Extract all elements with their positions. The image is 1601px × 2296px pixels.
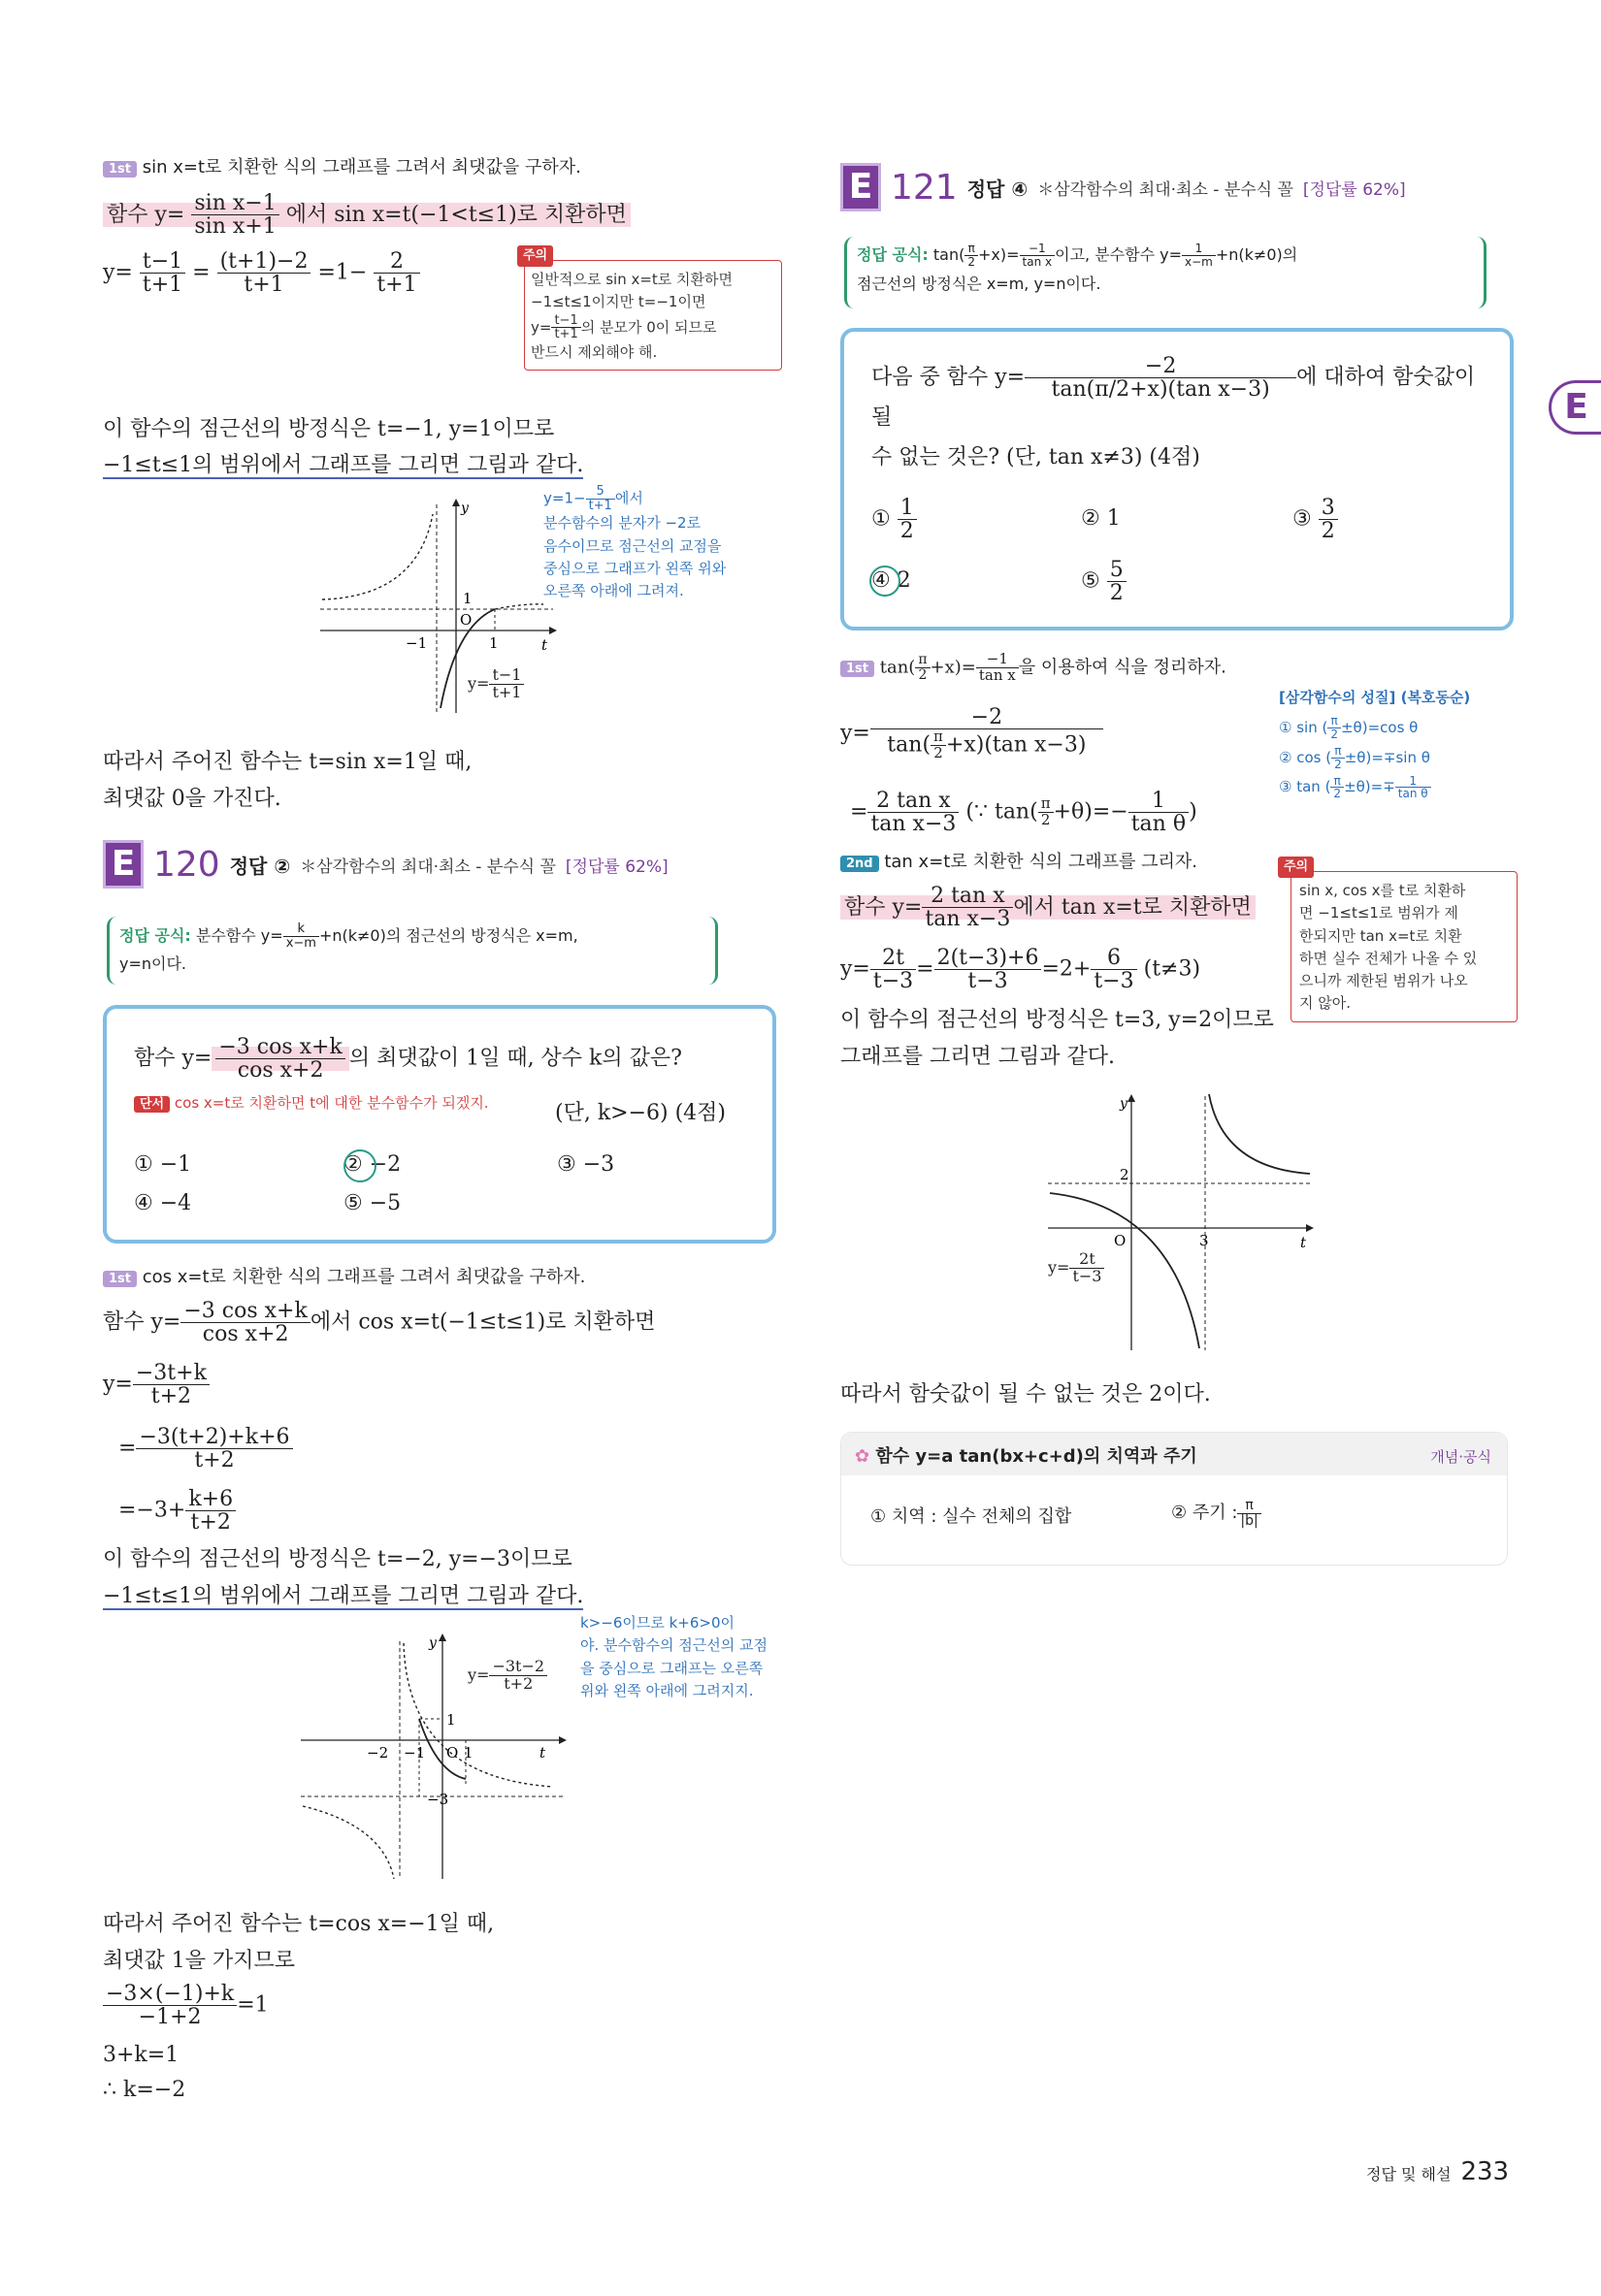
- note-line: 한되지만 tan x=t로 치환: [1299, 926, 1462, 945]
- equation-2-line-3: [118, 1488, 236, 1534]
- frac-num: −2: [870, 706, 1103, 729]
- frac-num: −3 cos x+k: [180, 1300, 310, 1323]
- axis-label-t: t: [1300, 1234, 1307, 1251]
- step-1st-tan: 1st tan( $\frac{\pi}{2}$ +x)= $\frac{-1}{\text{tan x}}$ 을 이용하여 식을 정리하자.: [840, 652, 1226, 684]
- note-text: y=: [531, 318, 552, 337]
- option-4[interactable]: ④ −4: [134, 1191, 192, 1215]
- tick-label: 1: [464, 1744, 474, 1762]
- hint-text: 분수함수 y=: [195, 926, 283, 945]
- frac-num: t−1: [489, 667, 524, 685]
- text: 함수 y=: [107, 202, 185, 227]
- concept-period: [1171, 1499, 1261, 1528]
- conclusion-2a: 따라서 주어진 함수는 t=cos x=−1일 때,: [103, 1912, 495, 1936]
- frac-den: t−3: [872, 969, 914, 994]
- frac-num: −3 cos x+k: [215, 1036, 344, 1059]
- property-text: ±θ)=∓: [1344, 778, 1395, 796]
- step-badge: 1st: [103, 1271, 137, 1287]
- conclusion-2c: [103, 1983, 269, 2028]
- text: +x)(tan x−3): [945, 732, 1087, 758]
- frac-num: −2: [1025, 355, 1296, 378]
- frac-num: −3(t+2)+k+6: [136, 1426, 292, 1449]
- text: y=: [1048, 1257, 1070, 1277]
- substitution-line-3: [840, 885, 1256, 930]
- frac-num: 6: [1091, 947, 1136, 970]
- question-120-hint: [134, 1092, 489, 1113]
- axis-label-t: t: [539, 1744, 546, 1762]
- origin-label: O: [446, 1744, 459, 1762]
- option-1[interactable]: ① −1: [134, 1152, 192, 1177]
- step-1st-cos: [103, 1263, 585, 1288]
- asymptote-text-3b: 그래프를 그리면 그림과 같다.: [840, 1045, 1115, 1069]
- asymptote-text-1: 이 함수의 점근선의 방정식은 t=−1, y=1이므로: [103, 417, 555, 441]
- accuracy-rate: [정답률 62%]: [565, 857, 669, 877]
- frac-num: −3t+k: [133, 1362, 210, 1385]
- equation-2-line-1: [103, 1362, 210, 1407]
- frac-den: −1+2: [138, 2005, 202, 2030]
- text: =−3+: [118, 1498, 186, 1523]
- frac-num: 5: [1107, 559, 1127, 582]
- topic-label: ＊삼각함수의 최대·최소 - 분수식 꼴: [1037, 179, 1293, 200]
- step-badge: 1st: [103, 161, 137, 178]
- conclusion-1a: 따라서 주어진 함수는 t=sin x=1일 때,: [103, 750, 473, 774]
- text: 함수 y=: [103, 1310, 181, 1335]
- frac-num: 5: [586, 485, 615, 500]
- frac-num: k+6: [185, 1488, 236, 1511]
- asymptote-text-2: 이 함수의 점근선의 방정식은 t=−2, y=−3이므로: [103, 1547, 572, 1571]
- frac-num: π: [1237, 1499, 1260, 1514]
- topic-label: ＊삼각함수의 최대·최소 - 분수식 꼴: [300, 857, 556, 877]
- text: (t≠3): [1143, 956, 1201, 982]
- step-1st-sin: [103, 153, 581, 178]
- frac-num: −1: [976, 652, 1019, 668]
- frac-num: 3: [1319, 497, 1338, 520]
- option-5[interactable]: ⑤ −5: [343, 1191, 402, 1215]
- text: ② 주기 :: [1171, 1503, 1238, 1524]
- frac-num: 1: [898, 497, 917, 520]
- caution-note-2: [1284, 859, 1518, 1022]
- text: 에 대하여 함숫값이 될: [871, 365, 1476, 431]
- problem-e-badge: E: [840, 163, 881, 211]
- side-line: 중심으로 그래프가 왼쪽 위와: [543, 559, 727, 577]
- text: =: [118, 1436, 137, 1461]
- hint-text: tan: [932, 245, 960, 264]
- concept-title: [855, 1442, 1197, 1468]
- page-number: 233: [1460, 2157, 1510, 2186]
- text: 에서 cos x=t(−1≤t≤1)로 치환하면: [310, 1310, 656, 1335]
- frac-den: 2: [1321, 519, 1335, 544]
- conclusion-2d: 3+k=1: [103, 2043, 180, 2067]
- accuracy-rate: [정답률 62%]: [1302, 179, 1406, 200]
- frac-num: (t+1)−2: [217, 250, 311, 274]
- flower-icon: ✿: [855, 1446, 870, 1467]
- text: y=: [468, 1665, 490, 1684]
- hint-label: 정답 공식:: [119, 926, 191, 945]
- frac-den: t+1: [244, 273, 284, 298]
- frac-den: |b|: [1240, 1512, 1258, 1529]
- option-label: ② −2: [343, 1152, 402, 1177]
- text: 함수 y=: [134, 1046, 212, 1071]
- concept-box: [840, 1432, 1508, 1566]
- equation-3: [840, 947, 1200, 992]
- origin-label: O: [1114, 1232, 1127, 1249]
- hint-tag: 단서: [134, 1096, 170, 1113]
- note-line: 으니까 제한된 범위가 나오: [1299, 972, 1468, 989]
- frac-num: 2t: [870, 947, 916, 970]
- question-condition: (단, k>−6) (4점): [555, 1101, 727, 1125]
- question-121-line-2: 수 없는 것은? (단, tan x≠3) (4점): [871, 445, 1200, 469]
- side-note-1: [543, 485, 767, 602]
- frac-num: 2 tan x: [922, 885, 1013, 908]
- text: tan: [879, 657, 909, 678]
- side-text: 에서: [614, 489, 643, 507]
- side-line: 위와 왼쪽 아래에 그려지지.: [580, 1681, 754, 1699]
- frac-den: t+2: [504, 1673, 534, 1693]
- text: y=: [103, 1372, 133, 1397]
- frac-den: t+2: [194, 1448, 235, 1473]
- note-line: 지 않아.: [1299, 994, 1352, 1013]
- side-line: k>−6이므로 k+6>0이: [580, 1614, 735, 1632]
- frac-num: 2t: [1069, 1251, 1104, 1269]
- conclusion-2b: 최댓값 1을 가지므로: [103, 1949, 295, 1973]
- graph-2-label: [468, 1659, 547, 1693]
- tick-label: −1: [404, 1744, 426, 1762]
- text: =: [916, 956, 934, 982]
- frac-num: 2(t−3)+6: [934, 947, 1042, 970]
- text: 함수 y=: [844, 894, 923, 920]
- frac-den: t+1: [492, 682, 522, 701]
- asymptote-text-3: 이 함수의 점근선의 방정식은 t=3, y=2이므로: [840, 1008, 1274, 1032]
- tick-label: 3: [1199, 1232, 1209, 1249]
- frac-num: 1: [1182, 243, 1216, 256]
- note-line: 면 −1≤t≤1로 범위가 제: [1299, 904, 1458, 922]
- problem-number: 121: [891, 167, 958, 208]
- equation-b: = $\frac{\text{2 tan x}}{\text{tan x−3}}$ (∵ tan( $\frac{\pi}{2}$ +θ)=− $\frac{1}{\text{tan θ}}$ ): [850, 789, 1197, 837]
- frac-den: tan x−3: [870, 812, 957, 837]
- equation-a: y= −2 tan( $\frac{\pi}{2}$ +x)(tan x−3): [840, 706, 1103, 761]
- graph-1: [310, 495, 563, 718]
- text: 다음 중 함수 y=: [871, 365, 1026, 390]
- property-text: ③ tan: [1279, 778, 1321, 796]
- frac-den: 2: [967, 255, 975, 269]
- option-label: ①: [871, 506, 891, 532]
- problem-120-header: [103, 840, 669, 889]
- graph-1-label: [468, 667, 524, 701]
- text: y=: [840, 721, 870, 746]
- side-line: 야. 분수함수의 점근선의 교점: [580, 1636, 768, 1655]
- frac-num: −3×(−1)+k: [103, 1983, 237, 2006]
- hint-text: 점근선의 방정식은 x=m, y=n이다.: [857, 274, 1101, 293]
- step-text: tan x=t로 치환한 식의 그래프를 그리자.: [884, 852, 1198, 872]
- text: +θ)=−: [1053, 799, 1128, 825]
- equation-1: [103, 250, 420, 296]
- footer-label: 정답 및 해설: [1366, 2165, 1452, 2183]
- frac-num: t−1: [551, 314, 580, 329]
- frac-den: t+2: [190, 1510, 231, 1536]
- caution-tag: 주의: [517, 245, 553, 267]
- axis-label-y: y: [1120, 1096, 1127, 1112]
- option-2[interactable]: ② 1: [1081, 506, 1121, 531]
- conclusion-2e: ∴ k=−2: [103, 2078, 186, 2102]
- hint-label: 정답 공식:: [857, 245, 929, 264]
- equation-2-line-2: [118, 1426, 293, 1471]
- tick-label: −3: [427, 1791, 449, 1808]
- frac-num: 1: [1128, 790, 1189, 813]
- frac-den: t+1: [588, 498, 612, 513]
- text: (∵ tan: [965, 799, 1030, 825]
- frac-den: cos x+2: [202, 1322, 289, 1347]
- frac-den: t−3: [1094, 969, 1134, 994]
- step-text: cos x=t로 치환한 식의 그래프를 그려서 최댓값을 구하자.: [142, 1267, 586, 1287]
- caution-tag: 주의: [1278, 857, 1314, 878]
- answer-circle-mark: [343, 1149, 376, 1182]
- side-note-2: [580, 1612, 774, 1702]
- substitution-line-2: [103, 1300, 655, 1345]
- side-line: 오른쪽 아래에 그려져.: [543, 582, 684, 600]
- frac-num: sin x−1: [191, 192, 278, 215]
- option-4[interactable]: ④ 2: [871, 568, 911, 593]
- frac-num: t−1: [140, 250, 185, 274]
- hint-text: +n(k≠0)의: [1215, 245, 1298, 264]
- note-line: sin x, cos x를 t로 치환하: [1299, 882, 1466, 899]
- frac-den: tan θ: [1130, 812, 1187, 837]
- concept-tag: 개념·공식: [1430, 1448, 1491, 1466]
- text: +x: [930, 657, 955, 678]
- page-footer: [1366, 2157, 1509, 2186]
- side-line: 분수함수의 분자가 −2로: [543, 514, 702, 533]
- option-3[interactable]: [1292, 497, 1338, 542]
- text: y=: [468, 673, 490, 693]
- hint-text: y=n이다.: [119, 954, 187, 973]
- text: tan: [887, 732, 923, 758]
- side-text: y=1−: [543, 489, 586, 507]
- hint-text: +n(k≠0)의 점근선의 방정식은 x=m,: [318, 926, 578, 945]
- caution-note-1: [523, 248, 782, 371]
- note-line: 일반적으로 sin x=t로 치환하면: [531, 271, 734, 288]
- text: =1: [237, 1992, 269, 2018]
- text: =: [850, 799, 868, 825]
- property-text: ② cos: [1279, 748, 1322, 766]
- frac-num: 1: [1395, 775, 1431, 789]
- trig-property-note: [삼각함수의 성질] (복호동순) ① sin ( $\frac{\pi}{2}$ ±θ)=cos θ ② cos ( $\frac{\pi}{2}$ ±θ)=∓sin θ ③ tan ( $\frac{\pi}{2}$ ±θ)=∓ $\frac{1}{\text{tan θ}}$: [1279, 683, 1502, 802]
- frac-den: tan(π/2+x)(tan x−3): [1051, 377, 1270, 403]
- tick-label: −1: [406, 634, 428, 652]
- text: 에서 tan x=t로 치환하면: [1013, 894, 1252, 920]
- property-text: ±θ)=cos θ: [1340, 718, 1419, 736]
- tick-label: 1: [446, 1711, 456, 1729]
- question-box-120: [103, 1005, 776, 1244]
- answer-label: 정답 ②: [229, 854, 291, 878]
- note-line: 하면 실수 전체가 나올 수 있: [1299, 949, 1478, 967]
- answer-circle-mark: [869, 566, 900, 597]
- frac-den: 2: [899, 519, 914, 544]
- hint-box-121: 정답 공식: tan( $\frac{\pi}{2}$ +x)= $\frac{-1}{\text{tan x}}$ 이고, 분수함수 y= $\frac{1}{x-m}$ +n(k≠0)의 점근선의 방정식은 x=m, y=n이다.: [844, 237, 1487, 308]
- frac-den: t+2: [150, 1384, 192, 1409]
- step-badge: 1st: [840, 661, 874, 677]
- axis-label-y: y: [461, 501, 469, 516]
- hint-text: cos x=t로 치환하면 t에 대한 분수함수가 되겠지.: [174, 1094, 489, 1112]
- frac-den: tan x: [978, 665, 1016, 684]
- frac-den: t−3: [1072, 1266, 1102, 1285]
- problem-e-badge: E: [103, 840, 144, 889]
- asymptote-text-1b: [103, 448, 583, 478]
- text: −1≤t≤1의 범위에서 그래프를 그리면 그림과 같다.: [103, 453, 584, 477]
- axis-label-t: t: [541, 636, 548, 654]
- option-1[interactable]: [871, 497, 917, 542]
- option-5[interactable]: [1081, 559, 1127, 604]
- side-line: 음수이므로 점근선의 교점을: [543, 536, 722, 555]
- frac-den: tan x: [1022, 255, 1053, 269]
- text: =: [961, 657, 976, 678]
- note-line: −1≤t≤1이지만 t=−1이면: [531, 293, 706, 311]
- tick-label: −2: [367, 1744, 389, 1762]
- text: ): [1189, 799, 1197, 825]
- property-text: ① sin: [1279, 718, 1318, 736]
- tick-label: 2: [1120, 1166, 1129, 1183]
- step-2nd-tan: [840, 848, 1197, 873]
- frac-den: t+1: [142, 273, 183, 298]
- text: =2+: [1041, 956, 1092, 982]
- frac-den: tan x−3: [925, 907, 1011, 932]
- frac-num: −3t−2: [489, 1659, 547, 1676]
- frac-den: t−3: [967, 969, 1008, 994]
- concept-range: ① 치역 : 실수 전체의 집합: [870, 1506, 1072, 1527]
- text: y=: [103, 260, 133, 285]
- text: 함수 y=a tan(bx+c+d)의 치역과 주기: [875, 1446, 1197, 1467]
- side-line: 을 중심으로 그래프는 오른쪽: [580, 1659, 764, 1677]
- note-text: 의 분모가 0이 되므로: [580, 318, 717, 337]
- graph-3: [1038, 1090, 1320, 1352]
- frac-den: t+1: [554, 327, 578, 342]
- frac-den: t+1: [376, 273, 417, 298]
- step-badge: 2nd: [840, 856, 879, 872]
- text: 을 이용하여 식을 정리하자.: [1018, 657, 1226, 678]
- hint-text: =: [1006, 245, 1020, 264]
- frac-num: 2 tan x: [867, 790, 959, 813]
- hint-box-120: [107, 917, 718, 985]
- option-label: ⑤: [1081, 568, 1100, 594]
- graph-3-label: [1048, 1251, 1104, 1285]
- axis-label-y: y: [429, 1635, 437, 1651]
- text: 에서 sin x=t(−1<t≤1)로 치환하면: [285, 202, 627, 227]
- step-text: sin x=t로 치환한 식의 그래프를 그려서 최댓값을 구하자.: [142, 157, 581, 178]
- property-text: ±θ)=∓sin θ: [1344, 748, 1430, 766]
- question-120-text: [134, 1036, 682, 1082]
- hint-text: +x: [978, 245, 1000, 264]
- frac-den: cos x+2: [237, 1058, 324, 1083]
- question-121-text: [871, 355, 1492, 431]
- asymptote-text-2b: [103, 1579, 583, 1609]
- text: −1≤t≤1의 범위에서 그래프를 그리면 그림과 같다.: [103, 1584, 584, 1608]
- frac-den: sin x+1: [194, 214, 277, 240]
- text: 의 최댓값이 1일 때, 상수 k의 값은?: [348, 1046, 682, 1071]
- frac-den: tan θ: [1397, 787, 1428, 801]
- conclusion-121: 따라서 함숫값이 될 수 없는 것은 2이다.: [840, 1382, 1211, 1407]
- text: =: [192, 260, 211, 285]
- note-line: 반드시 제외해야 해.: [531, 342, 658, 361]
- text: =1−: [317, 260, 368, 285]
- frac-den: x−m: [1185, 255, 1213, 269]
- frac-num: −1: [1020, 243, 1056, 256]
- text: y=: [840, 956, 870, 982]
- problem-121-header: [840, 163, 1406, 211]
- origin-label: O: [460, 611, 473, 629]
- frac-num: k: [283, 922, 319, 937]
- chapter-tab[interactable]: E: [1549, 380, 1601, 435]
- property-title: [삼각함수의 성질] (복호동순): [1279, 689, 1471, 706]
- frac-num: π: [964, 243, 978, 256]
- frac-den: 2: [1109, 581, 1124, 606]
- conclusion-1b: 최댓값 0을 가진다.: [103, 787, 281, 811]
- problem-number: 120: [153, 844, 220, 885]
- substitution-line-1: [103, 192, 631, 238]
- frac-num: 2: [374, 250, 419, 274]
- option-3[interactable]: ③ −3: [557, 1152, 615, 1177]
- hint-text: 이고, 분수함수 y=: [1055, 245, 1182, 264]
- question-box-121: [840, 328, 1514, 631]
- option-label: ③: [1292, 506, 1312, 532]
- tick-label: 1: [489, 634, 499, 652]
- frac-den: x−m: [285, 936, 316, 951]
- answer-label: 정답 ④: [966, 177, 1029, 201]
- tick-label: 1: [463, 590, 473, 607]
